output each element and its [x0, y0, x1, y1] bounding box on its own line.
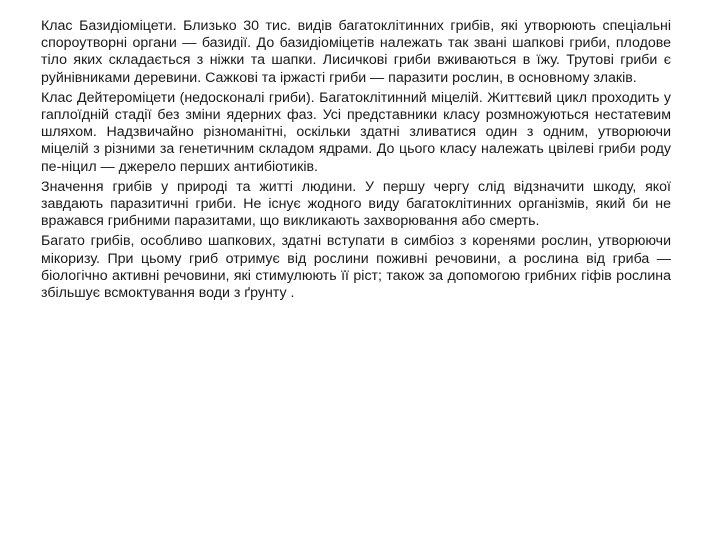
paragraph-deuteromycetes: Клас Дейтероміцети (недосконалі гриби). Багатоклітинний міцелій. Життєвий цикл проходить у гаплоїдній стадії без зміни ядерних фаз. Усі представники класу розмножуються нестатевим шляхом. Надзвичайно різноманітні, оскільки здатні зливатися один з одним, утворюючи міцелій з різними за генетичним складом ядрами. До цього класу належать цвілеві гриби роду пе-ніцил — джерело перших антибіотиків.: [41, 89, 671, 175]
paragraph-basidiomycetes: Клас Базидіоміцети. Близько 30 тис. видів багатоклітинних грибів, які утворюють спеціальні спороутворні органи — базидії. До базидіоміцетів належать так звані шапкові гриби, плодове тіло яких складається з ніжки та шапки. Лисичкові гриби вживаються в їжу. Трутові гриби є руйнівниками деревини. Сажкові та іржасті гриби — паразити рослин, в основному злаків.: [41, 18, 671, 86]
paragraph-significance: Значення грибів у природі та житті людини. У першу чергу слід відзначити шкоду, якої завдають паразитичні гриби. Не існує жодного виду багатоклітинних організмів, який би не вражався грибними паразитами, що викликають захворювання або смерть.: [41, 178, 671, 230]
paragraph-mycorrhiza: Багато грибів, особливо шапкових, здатні вступати в симбіоз з коренями рослин, утворюючи мікоризу. При цьому гриб отримує від рослини поживні речовини, а рослина від гриба — біологічно активні речовини, які стимулюють її ріст; також за допомогою грибних гіфів рослина збільшує всмоктування води з ґрунту .: [41, 233, 671, 302]
text-content: [41, 18, 671, 305]
